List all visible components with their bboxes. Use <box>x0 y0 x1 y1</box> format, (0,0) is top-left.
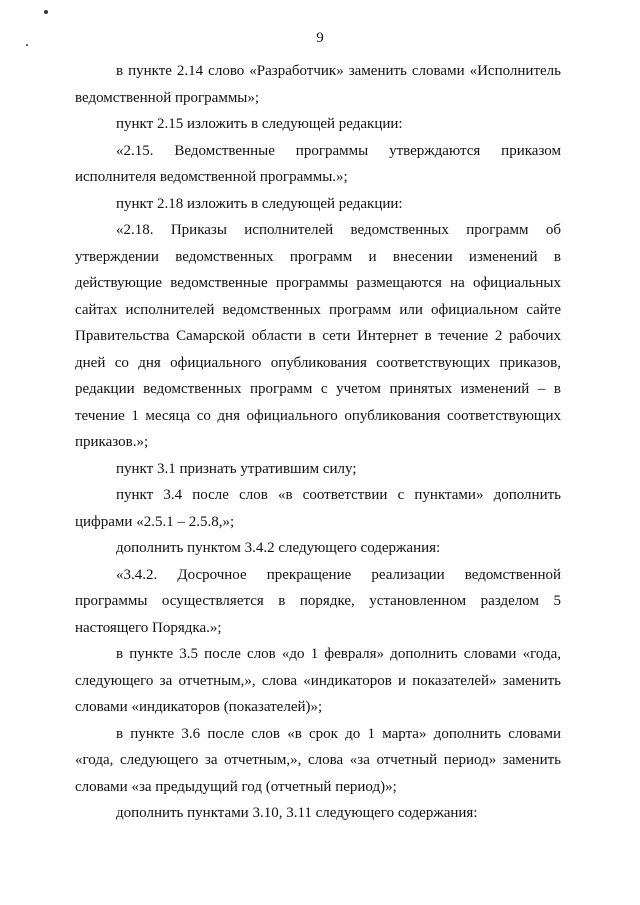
paragraph-3-5: в пункте 3.5 после слов «до 1 февраля» дополнить словами «года, следующего за отчетным,», слова «индикаторов и показателей» заменить словами «индикаторов (показателей)»; <box>75 646 561 715</box>
paragraph-2-14: в пункте 2.14 слово «Разработчик» заменить словами «Исполнитель ведомственной программы»; <box>75 63 561 106</box>
paragraph-2-18-text: «2.18. Приказы исполнителей ведомственных программ об утверждении ведомственных программ и внесении изменений в действующие ведомственные программы размещаются на официальных сайтах исполнителей ведомственных программ или официальном сайте Правительства Самарской области в сети Интернет в течение 2 рабочих дней со дня официального опубликования соответствующих приказов, редакции ведомственных программ с учетом принятых изменений – в течение 1 месяца со дня официального опубликования соответствующих приказов.»; <box>75 222 561 450</box>
paragraph-2-15-intro: пункт 2.15 изложить в следующей редакции: <box>116 116 403 132</box>
paragraph-3-4: пункт 3.4 после слов «в соответствии с пунктами» дополнить цифрами «2.5.1 – 2.5.8,»; <box>75 487 561 530</box>
paragraph-3-6: в пункте 3.6 после слов «в срок до 1 марта» дополнить словами «года, следующего за отчетным,», слова «за отчетный период» заменить словами «за предыдущий год (отчетный период)»; <box>75 725 561 795</box>
paragraph-2-15-text: «2.15. Ведомственные программы утверждаются приказом исполнителя ведомственной программы.»; <box>75 142 561 185</box>
scan-speck <box>44 10 48 14</box>
paragraph-3-10-3-11-intro: дополнить пунктами 3.10, 3.11 следующего содержания: <box>116 805 478 821</box>
paragraph-3-1: пункт 3.1 признать утратившим силу; <box>116 460 357 477</box>
paragraph-3-4-2-text: «3.4.2. Досрочное прекращение реализации ведомственной программы осуществляется в порядке, установленном разделом 5 настоящего Порядка.»; <box>75 566 561 636</box>
paragraph-3-4-2-intro: дополнить пунктом 3.4.2 следующего содержания: <box>116 540 441 556</box>
paragraph-2-18-intro: пункт 2.18 изложить в следующей редакции: <box>116 195 403 212</box>
page-number: 9 <box>316 30 324 46</box>
document-body <box>75 58 561 827</box>
